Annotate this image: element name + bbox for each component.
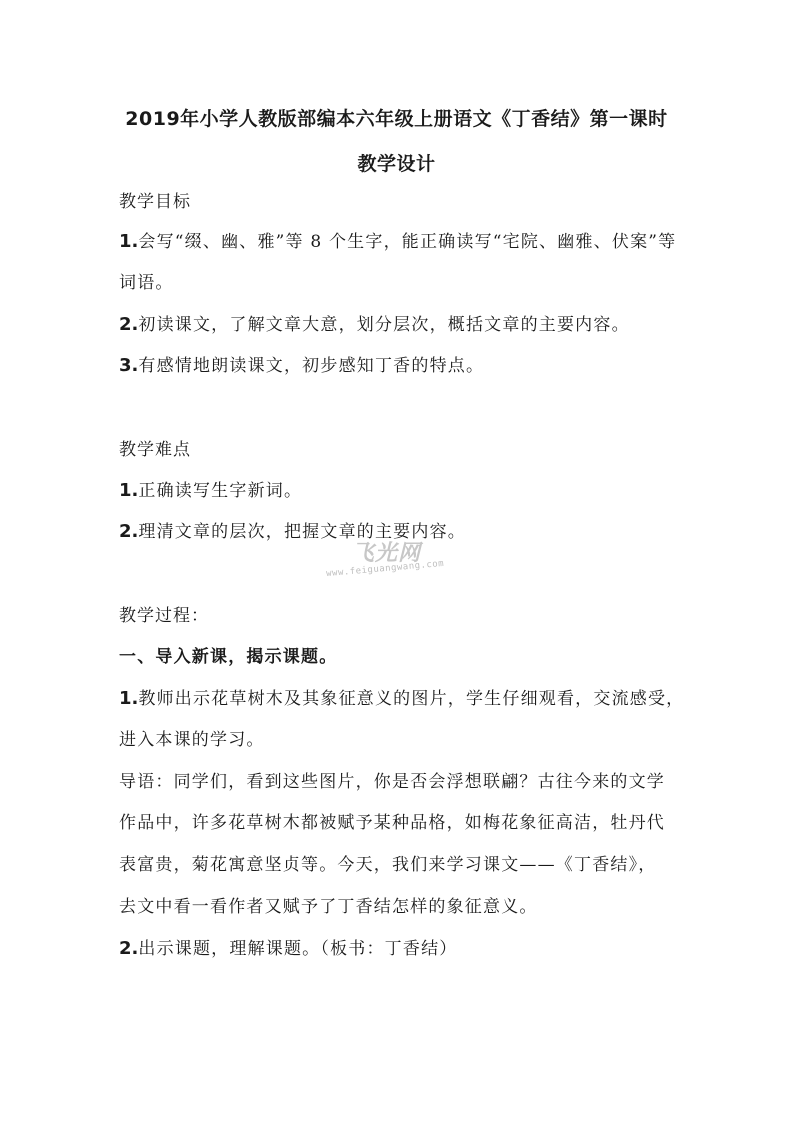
goal-item-3-number: 3.: [119, 355, 139, 376]
intro-paragraph-line-3: 表富贵，菊花寓意坚贞等。今天，我们来学习课文——《丁香结》，: [119, 855, 657, 875]
goal-item-2: [119, 313, 679, 337]
difficulty-item-2-number: 2.: [119, 521, 139, 542]
difficulty-heading: 教学难点: [119, 440, 191, 460]
difficulty-item-1-number: 1.: [119, 480, 139, 501]
goal-item-3: [119, 354, 679, 378]
goal-item-1-text-a: 会写“缀、幽、雅”等 8 个生字，能正确读写“宅院、幽雅、伏案”等: [138, 232, 677, 252]
goal-item-1-number: 1.: [119, 231, 139, 252]
goal-item-1: [119, 230, 679, 254]
step-1-item-2-text: 出示课题，理解课题。（板书：丁香结）: [138, 939, 458, 959]
watermark-url: www.feiguangwang.com: [325, 558, 445, 580]
step-1-item-1-number: 1.: [119, 688, 139, 709]
watermark: [326, 536, 461, 586]
difficulty-item-1-text: 正确读写生字新词。: [138, 481, 303, 501]
step-1-item-2-number: 2.: [119, 938, 139, 959]
step-1-item-1: [119, 687, 685, 711]
watermark-logo: 飞光网: [352, 541, 422, 566]
difficulty-item-2-text: 理清文章的层次，把握文章的主要内容。: [138, 522, 466, 542]
process-heading: 教学过程：: [119, 606, 209, 626]
document-title-line-2: 教学设计: [357, 153, 436, 175]
intro-paragraph-line-1: 导语：同学们，看到这些图片，你是否会浮想联翩？古往今来的文学: [119, 772, 665, 792]
step-1-item-1-continued: 进入本课的学习。: [119, 730, 265, 750]
goal-item-2-text: 初读课文，了解文章大意，划分层次，概括文章的主要内容。: [138, 315, 630, 335]
goal-item-3-text: 有感情地朗读课文，初步感知丁香的特点。: [138, 356, 485, 376]
goals-heading: 教学目标: [119, 192, 191, 212]
step-1-item-1-text-a: 教师出示花草树木及其象征意义的图片，学生仔细观看，交流感受，: [138, 689, 685, 709]
difficulty-item-1: [119, 479, 679, 503]
step-1-item-2: [119, 937, 679, 961]
intro-paragraph-line-4: 去文中看一看作者又赋予了丁香结怎样的象征意义。: [119, 897, 538, 917]
document-title-line-1: 2019年小学人教版部编本六年级上册语文《丁香结》第一课时: [125, 108, 668, 130]
goal-item-1-continued: 词语。: [119, 273, 174, 293]
goal-item-2-number: 2.: [119, 314, 139, 335]
intro-paragraph-line-2: 作品中，许多花草树木都被赋予某种品格，如梅花象征高洁，牡丹代: [119, 813, 665, 833]
step-1-heading: 一、导入新课，揭示课题。: [119, 647, 338, 667]
